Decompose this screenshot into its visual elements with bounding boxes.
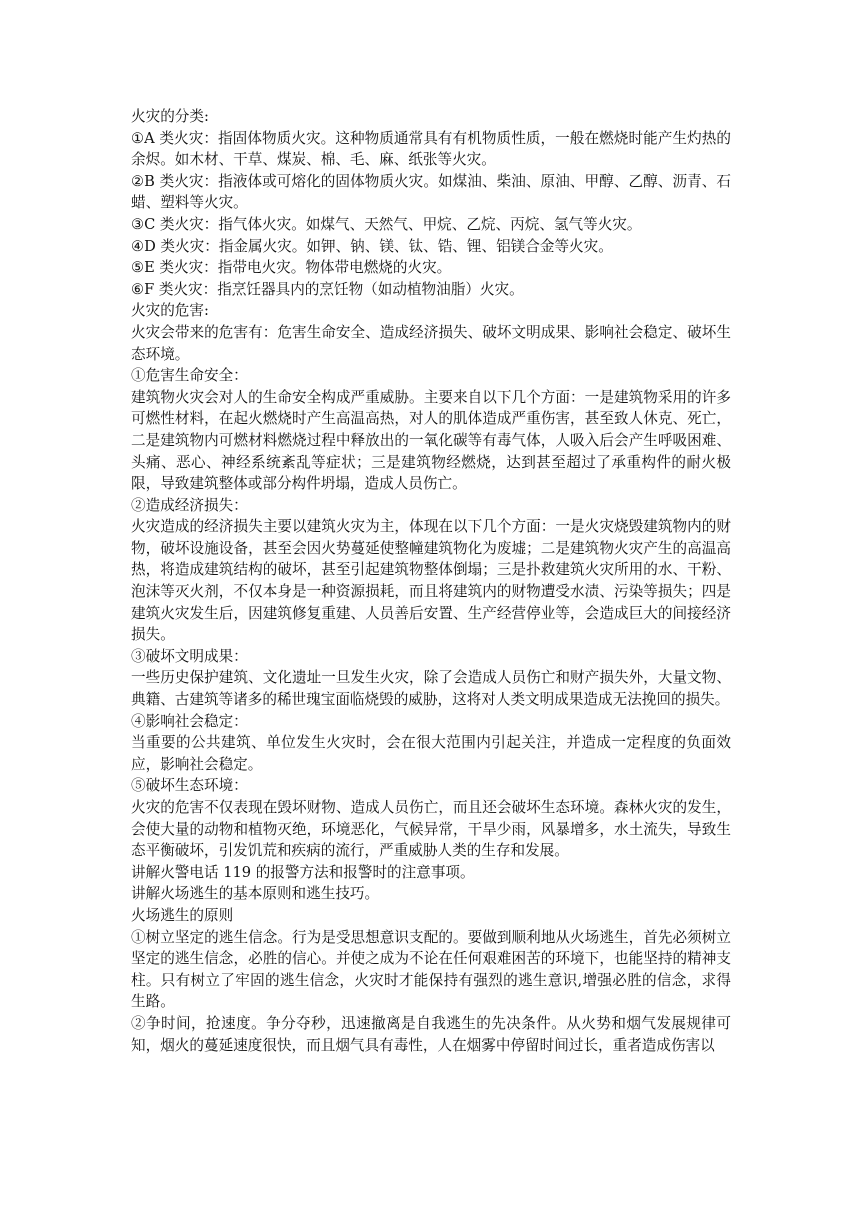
class-c-fire: ③C 类火灾：指气体火灾。如煤气、天然气、甲烷、乙烷、丙烷、氢气等火灾。 [131, 215, 642, 233]
heading-escape-principles: 火场逃生的原则 [131, 906, 234, 924]
principle-belief: ①树立坚定的逃生信念。行为是受思想意识支配的。要做到顺利地从火场逃生，首先必须树立坚定的逃生信念，必胜的信心。并使之成为不论在任何艰难困苦的环境下，也能坚持的精神支柱。只有树立了牢固的逃生信念，火灾时才能保持有强烈的逃生意识,增强必胜的信念，求得生路。 [131, 928, 731, 1011]
class-e-fire: ⑤E 类火灾：指带电火灾。物体带电燃烧的火灾。 [131, 259, 452, 277]
heading-fire-classification: 火灾的分类: [131, 108, 209, 125]
subheading-social-stability: ④影响社会稳定： [131, 712, 248, 730]
document-body [131, 106, 731, 1056]
class-d-fire: ④D 类火灾：指金属火灾。如钾、钠、镁、钛、锆、锂、铝镁合金等火灾。 [131, 237, 613, 255]
subheading-civilization: ③破坏文明成果： [131, 647, 248, 665]
subheading-life-safety: ①危害生命安全： [131, 367, 248, 385]
class-a-fire: ①A 类火灾：指固体物质火灾。这种物质通常具有有机物质性质，一般在燃烧时能产生灼热的余烬。如木材、干草、煤炭、棉、毛、麻、纸张等火灾。 [131, 129, 731, 169]
heading-fire-hazards: 火灾的危害: [131, 302, 209, 320]
subheading-ecology: ⑤破坏生态环境： [131, 777, 248, 795]
paragraph-civilization: 一些历史保护建筑、文化遗址一旦发生火灾，除了会造成人员伤亡和财产损失外，大量文物、典籍、古建筑等诸多的稀世瑰宝面临烧毁的威胁，这将对人类文明成果造成无法挽回的损失。 [131, 669, 731, 709]
paragraph-social-stability: 当重要的公共建筑、单位发生火灾时，会在很大范围内引起关注，并造成一定程度的负面效应，影响社会稳定。 [131, 734, 731, 773]
hazards-summary: 火灾会带来的危害有：危害生命安全、造成经济损失、破坏文明成果、影响社会稳定、破坏生态环境。 [131, 323, 731, 363]
paragraph-economic-loss: 火灾造成的经济损失主要以建筑火灾为主，体现在以下几个方面：一是火灾烧毁建筑物内的财物，破坏设施设备，甚至会因火势蔓延使整幢建筑物化为废墟；二是建筑物火灾产生的高温高热，将造成建筑结构的破坏，甚至引起建筑物整体倒塌；三是扑救建筑火灾所用的水、干粉、泡沫等灭火剂，不仅本身是一种资源损耗，而且将建筑内的财物遭受水渍、污染等损失；四是建筑火灾发生后，因建筑修复重建、人员善后安置、生产经营停业等，会造成巨大的间接经济损失。 [131, 518, 731, 644]
paragraph-life-safety: 建筑物火灾会对人的生命安全构成严重威胁。主要来自以下几个方面：一是建筑物采用的许多可燃性材料，在起火燃烧时产生高温高热，对人的肌体造成严重伤害，甚至致人休克、死亡，二是建筑物内可燃材料燃烧过程中释放出的一氧化碳等有毒气体，人吸入后会产生呼吸困难、头痛、恶心、神经系统紊乱等症状；三是建筑物经燃烧，达到甚至超过了承重构件的耐火极限，导致建筑整体或部分构件坍塌，造成人员伤亡。 [131, 388, 731, 493]
line-escape-principles: 讲解火场逃生的基本原则和逃生技巧。 [131, 885, 380, 903]
class-f-fire: ⑥F 类火灾：指烹饪器具内的烹饪物（如动植物油脂）火灾。 [131, 280, 524, 298]
principle-speed: ②争时间，抢速度。争分夺秒，迅速撤离是自我逃生的先决条件。从火势和烟气发展规律可知，烟火的蔓延速度很快，而且烟气具有毒性，人在烟雾中停留时间过长，重者造成伤害以 [131, 1014, 731, 1054]
class-b-fire: ②B 类火灾：指液体或可熔化的固体物质火灾。如煤油、柴油、原油、甲醇、乙醇、沥青、石蜡、塑料等火灾。 [131, 172, 731, 212]
paragraph-ecology: 火灾的危害不仅表现在毁坏财物、造成人员伤亡，而且还会破坏生态环境。森林火灾的发生，会使大量的动物和植物灭绝，环境恶化，气候异常，干旱少雨，风暴增多，水土流失，导致生态平衡破坏，引发饥荒和疾病的流行，严重威胁人类的生存和发展。 [131, 799, 731, 860]
subheading-economic-loss: ②造成经济损失： [131, 496, 248, 514]
line-119-alarm: 讲解火警电话 119 的报警方法和报警时的注意事项。 [131, 863, 475, 881]
